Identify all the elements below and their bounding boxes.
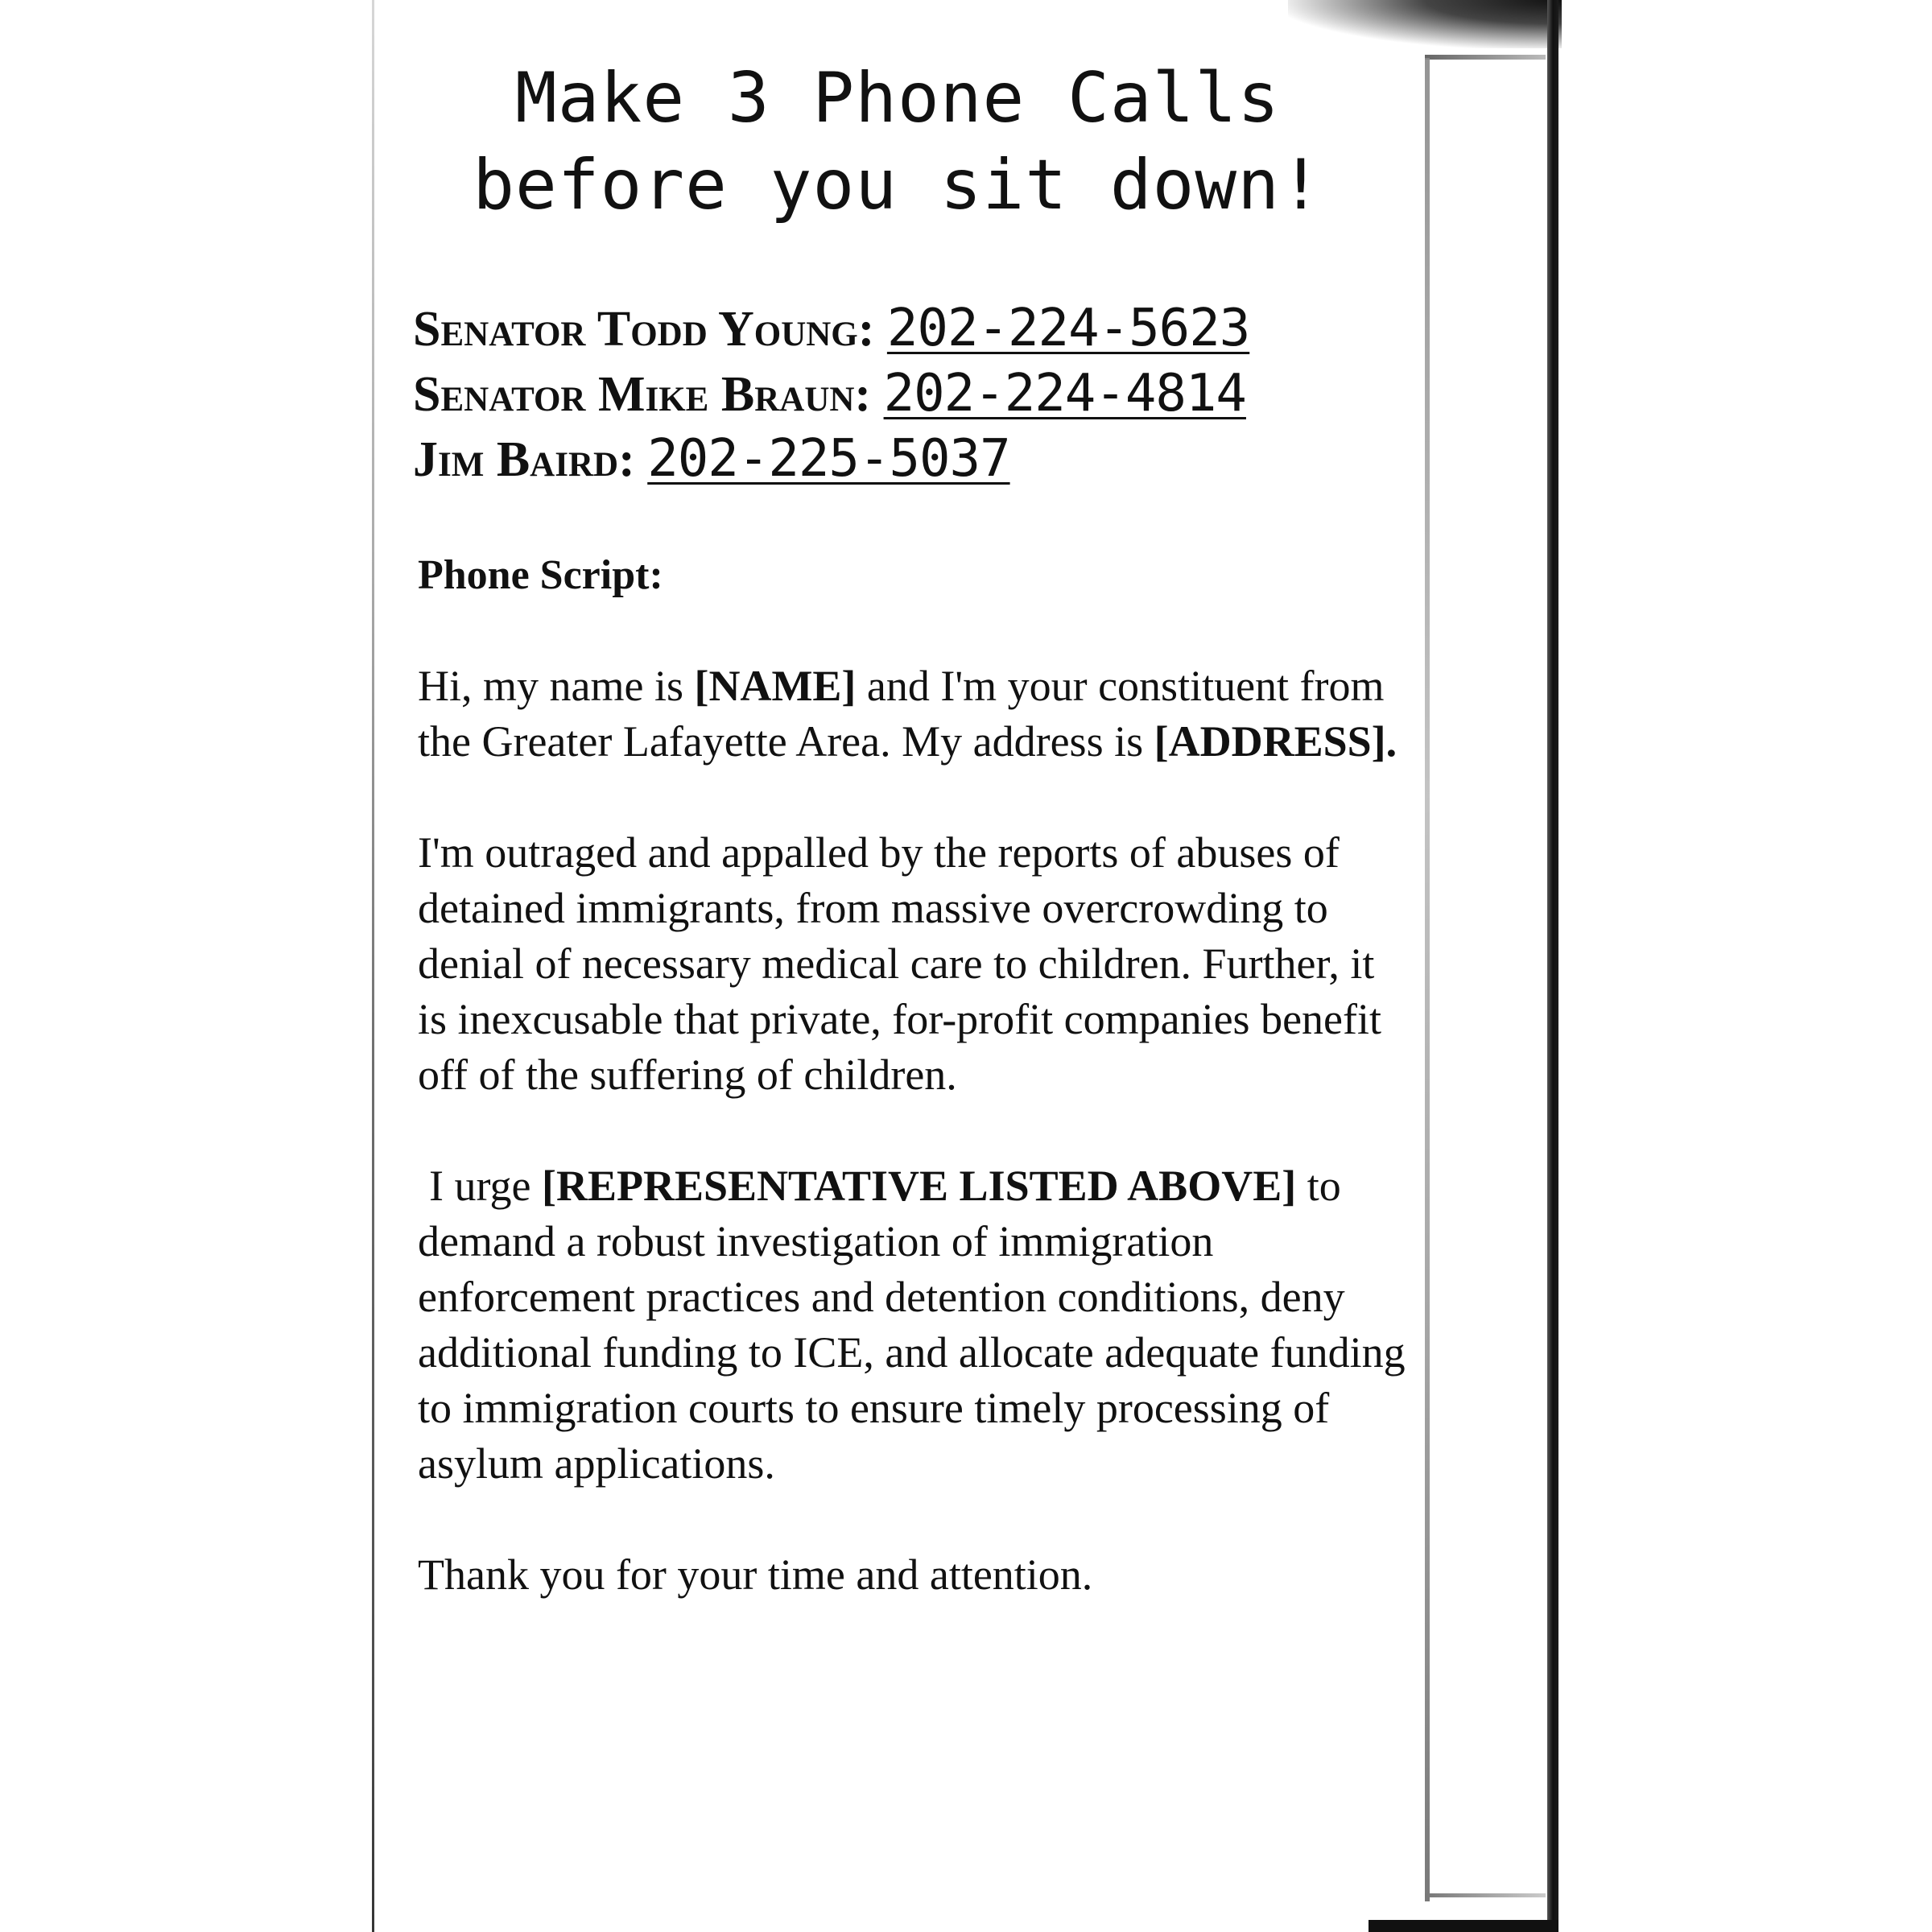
phone-number: 202-224-5623 [886, 299, 1250, 358]
contact-name: Jim Baird: [413, 432, 635, 487]
phone-number: 202-225-5037 [647, 429, 1010, 489]
flyer-page [374, 0, 1546, 1932]
script-request-paragraph [418, 1158, 1408, 1492]
address-placeholder: [ADDRESS]. [1154, 717, 1397, 766]
contact-row [413, 361, 1249, 427]
page-edge-right [1547, 0, 1558, 1932]
phone-script [418, 547, 1408, 1603]
contact-name: Senator Mike Braun: [413, 367, 872, 422]
representative-placeholder: [REPRESENTATIVE LISTED ABOVE] [541, 1162, 1297, 1210]
name-placeholder: [NAME] [694, 662, 857, 710]
title-line-2: before you sit down! [473, 145, 1323, 225]
script-heading: Phone Script: [418, 552, 663, 598]
intro-text-1: Hi, my name is [418, 662, 695, 710]
title-line-1: Make 3 Phone Calls [515, 58, 1280, 138]
contact-name: Senator Todd Young: [413, 302, 875, 357]
request-text-1: I urge [429, 1162, 542, 1210]
phone-number: 202-224-4814 [883, 364, 1246, 423]
page-title [374, 55, 1421, 229]
request-text-2: to demand a robust investigation of immigration enforcement practices and detention conditions, deny additional funding to ICE, and allocate adequate funding to immigration courts to ensure timely processing of asylum applications. [418, 1162, 1406, 1488]
contact-row [413, 427, 1249, 492]
background-right [1550, 0, 1932, 1932]
intro-text-2: and I'm your constituent from the Greater Lafayette Area. My address is [418, 662, 1385, 766]
script-intro-paragraph [418, 658, 1408, 770]
contact-row [413, 296, 1249, 361]
contact-list [413, 296, 1249, 492]
script-closing: Thank you for your time and attention. [418, 1550, 1093, 1599]
script-concern-paragraph: I'm outraged and appalled by the reports of abuses of detained immigrants, from massive overcrowding to denial of necessary medical care to children. Further, it is inexcusable that private, for-profit companies benefit off of the suffering of children. [418, 828, 1381, 1099]
